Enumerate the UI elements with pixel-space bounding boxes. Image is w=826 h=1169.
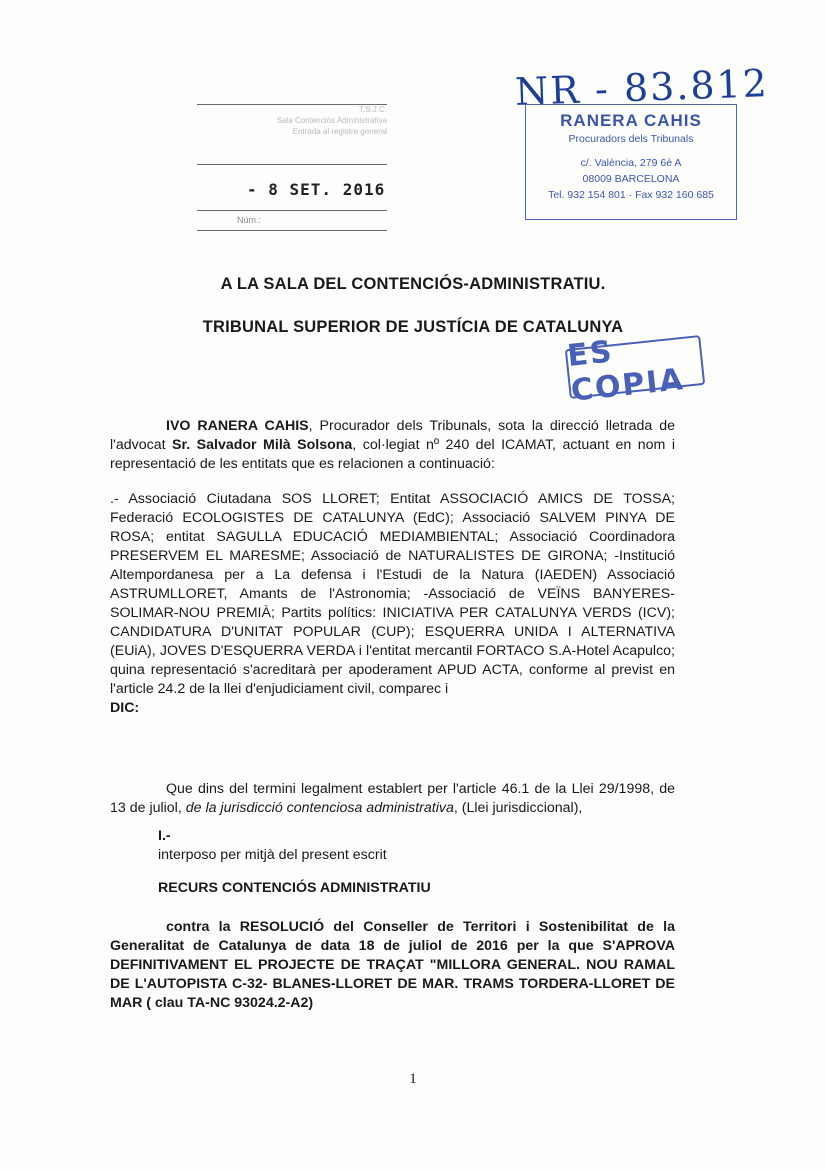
que-law-name: de la jurisdicció contenciosa administrativa bbox=[185, 800, 454, 816]
procurador-name-text: IVO RANERA CAHIS bbox=[166, 418, 309, 434]
recurs-title: RECURS CONTENCIÓS ADMINISTRATIU bbox=[158, 880, 431, 896]
handwritten-reference: NR - 83.812 bbox=[514, 61, 770, 115]
interposo-text: interposo per mitjà del present escrit bbox=[158, 847, 387, 863]
entities-text: .- Associació Ciutadana SOS LLORET; Entitat ASSOCIACIÓ AMICS DE TOSSA; Federació ECOLOGISTES DE CATALUNYA (EdC); Associació SALVEM PINYA DE ROSA; entitat SAGULLA EDUCACIÓ MEDIAMBIENTAL; Associació Coordinadora PRESERVEM EL MARESME; Associació de NATURALISTES DE GIRONA; -Institució Altempordanesa per a La defensa i l'Estudi de la Natura (IAEDEN) Associació ASTRUMLLORET, Amants de l'Astronomia; -Associació de VEÏNS BANYERES-SOLIMAR-NOU PREMIÀ; Partits polítics: INICIATIVA PER CATALUNYA VERDS (ICV); CANDIDATURA D'UNITAT POPULAR (CUP); ESQUERRA UNIDA I ALTERNATIVA (EUiA), JOVES D'ESQUERRA VERDA i l'entitat mercantil FORTACO S.A-Hotel Acapulco; quina representació s'acreditarà per apoderament APUD ACTA, conforme al previst en l'article 24.2 de la llei d'enjudiciament civil, comparec i bbox=[110, 491, 675, 697]
registry-rule bbox=[197, 164, 387, 165]
procurador-address: c/. València, 279 6è A bbox=[580, 157, 682, 169]
procurador-phone: Tel. 932 154 801 · Fax 932 160 685 bbox=[548, 189, 714, 201]
procurador-title: Procuradors dels Tribunals bbox=[568, 133, 694, 145]
dic-label: DIC: bbox=[110, 700, 140, 716]
registry-line-1: T.S.J.C. bbox=[358, 105, 387, 114]
copy-stamp: ES COPIA bbox=[565, 335, 705, 399]
procurador-name: RANERA CAHIS bbox=[560, 111, 702, 130]
registry-line-3: Entrada al registre general bbox=[292, 127, 387, 136]
heading-tribunal: TRIBUNAL SUPERIOR DE JUSTÍCIA DE CATALUNYA bbox=[202, 318, 624, 336]
contra-paragraph bbox=[110, 918, 675, 1013]
heading-sala: A LA SALA DEL CONTENCIÓS-ADMINISTRATIU. bbox=[220, 275, 606, 293]
lawyer-name: Sr. Salvador Milà Solsona bbox=[172, 437, 353, 453]
procurador-stamp bbox=[525, 104, 737, 220]
contra-text: contra la RESOLUCIÓ del Conseller de Territori i Sostenibilitat de la Generalitat de Catalunya de data 18 de juliol de 2016 per la que S'APROVA DEFINITIVAMENT EL PROJECTE DE TRAÇAT "MILLORA GENERAL. NOU RAMAL DE L'AUTOPISTA C-32- BLANES-LLORET DE MAR. TRAMS TORDERA-LLORET DE MAR ( clau TA-NC 93024.2-A2) bbox=[110, 919, 675, 1011]
registry-stamp bbox=[197, 104, 387, 234]
registry-rule bbox=[197, 210, 387, 211]
registry-rule bbox=[197, 104, 387, 105]
entities-paragraph bbox=[110, 490, 675, 718]
intro-text-1: , Procurador dels Tribunals, sota la direcció lletrada de l'advocat bbox=[110, 418, 675, 453]
page-number: 1 bbox=[409, 1071, 417, 1087]
intro-text-2: , col·legiat nº 240 del ICAMAT, actuant en nom i representació de les entitats que es relacionen a continuació: bbox=[110, 437, 675, 472]
registry-number-label: Núm.: bbox=[237, 215, 262, 225]
que-text-2: , (Llei jurisdiccional), bbox=[453, 800, 583, 816]
section-i bbox=[158, 827, 658, 865]
registry-date: - 8 SET. 2016 bbox=[247, 180, 386, 199]
registry-line-2: Sala Contenciós Administrativa bbox=[276, 116, 387, 125]
registry-rule bbox=[197, 230, 387, 231]
que-text-1: Que dins del termini legalment establert per l'article 46.1 de la Llei 29/1998, de 13 de juliol, bbox=[110, 781, 675, 816]
section-number: I.- bbox=[158, 828, 171, 844]
intro-paragraph bbox=[110, 417, 675, 474]
que-paragraph bbox=[110, 780, 675, 818]
procurador-city: 08009 BARCELONA bbox=[582, 173, 680, 185]
